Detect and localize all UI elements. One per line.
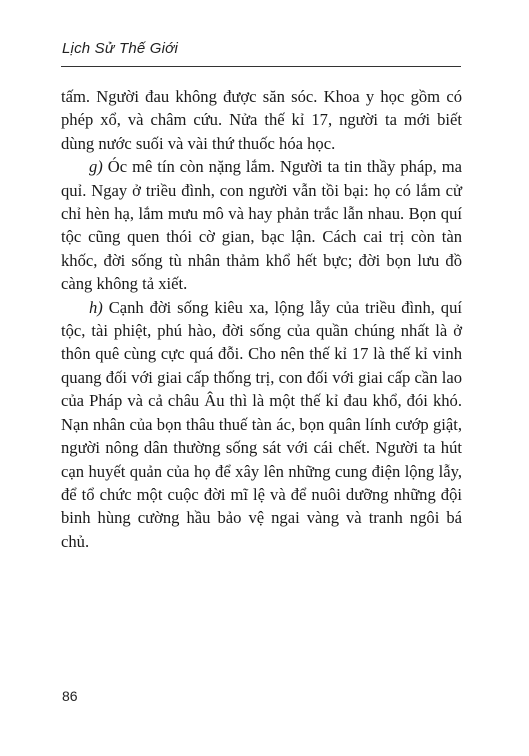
running-header-title: Lịch Sử Thế Giới [62, 40, 178, 57]
paragraph-text: tấm. Người đau không được săn sóc. Khoa y học gồm có phép xổ, và châm cứu. Nửa thế kỉ 17, người ta mới biết dùng nước suối và vài thứ thuốc hóa học. [61, 87, 462, 153]
header-divider [61, 66, 461, 67]
body-text [61, 85, 462, 553]
paragraph-g [61, 155, 462, 295]
paragraph-continuation [61, 85, 462, 155]
paragraph-marker: g) [89, 157, 103, 177]
paragraph-marker: h) [89, 297, 103, 317]
paragraph-h [61, 296, 462, 553]
page-number: 86 [62, 688, 78, 704]
paragraph-text: Cạnh đời sống kiêu xa, lộng lẫy của triều đình, quí tộc, tài phiệt, phú hào, đời sống của quần chúng nhất là ở thôn quê cùng cực quá đỗi. Cho nên thế kỉ 17 là thế kỉ vinh quang đối với giai cấp thống trị, con đối với giai cấp cần lao của Pháp và cả châu Âu thì là một thế kỉ đau khổ, đói khó. Nạn nhân của bọn thâu thuế tàn ác, bọn quân lính cướp giật, người nông dân thường sống sát với cái chết. Người ta hút cạn huyết quản của họ để xây lên những cung điện lộng lẫy, để tổ chức một cuộc đời mĩ lệ và để nuôi dưỡng những đội binh hùng cường hầu bảo vệ ngai vàng và tranh ngôi bá chủ. [61, 297, 462, 551]
paragraph-text: Óc mê tín còn nặng lắm. Người ta tin thầy pháp, ma quỉ. Ngay ở triều đình, con người vẫn tồi bại: họ có lắm cử chỉ hèn hạ, lắm mưu mô và hay phản trắc lẫn nhau. Bọn quí tộc cũng quen thói cờ gian, bạc lận. Cách cai trị còn tàn khốc, đời sống tù nhân thảm khổ hết bực; đời bọn lưu đồ càng không tả xiết. [61, 157, 462, 294]
